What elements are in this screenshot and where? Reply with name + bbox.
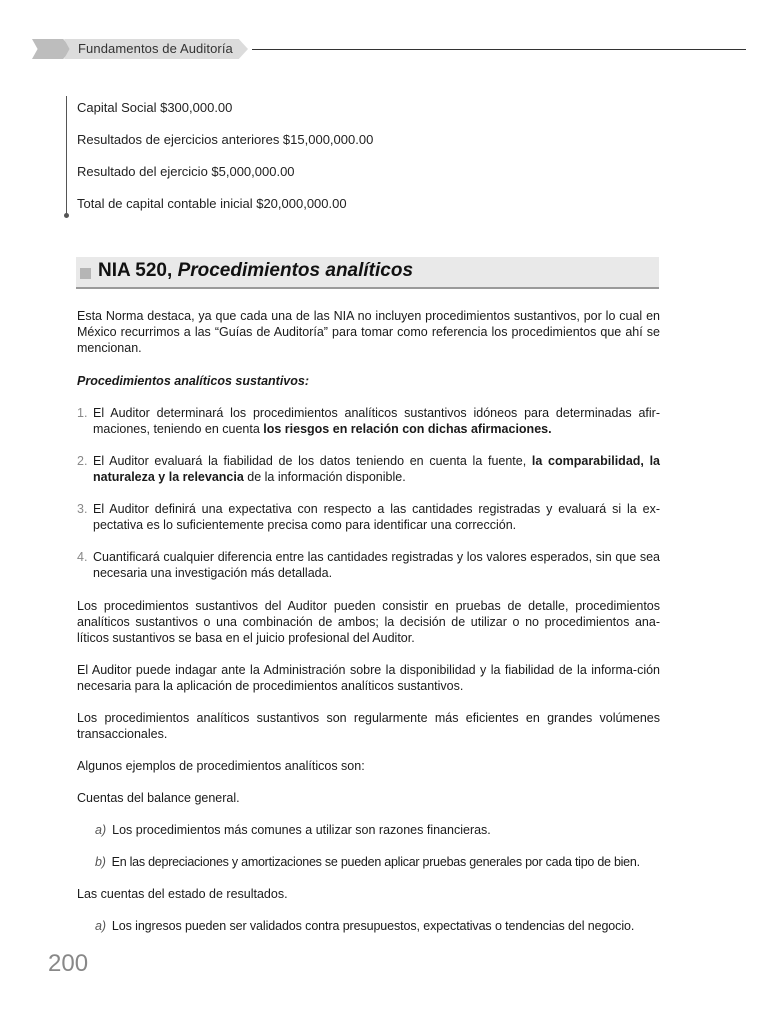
sub-list-item xyxy=(95,822,660,838)
page-number: 200 xyxy=(48,950,89,977)
list-bold: los riesgos en relación con dichas afirmaciones. xyxy=(263,422,552,436)
sub-list-item xyxy=(95,918,660,934)
capital-line: Resultado del ejercicio $5,000,000.00 xyxy=(77,164,295,179)
section-heading xyxy=(76,257,659,289)
page-header xyxy=(0,38,768,62)
paragraph: Las cuentas del estado de resultados. xyxy=(77,887,288,901)
paragraph: Los procedimientos analíticos sustantivos son regularmente más eficientes en grandes volúmenes transaccionales. xyxy=(77,711,660,741)
sub-list-letter: b) xyxy=(95,855,106,869)
section-title xyxy=(98,260,413,282)
list-number: 4. xyxy=(77,550,88,564)
capital-line: Capital Social $300,000.00 xyxy=(77,100,233,115)
list-number: 2. xyxy=(77,454,88,468)
list-item xyxy=(77,405,660,437)
list-number: 3. xyxy=(77,502,88,516)
section-title-code: NIA 520, xyxy=(98,260,173,281)
capital-line: Total de capital contable inicial $20,000,000.00 xyxy=(77,196,347,211)
sub-list-text: En las depreciaciones y amortizaciones se pueden aplicar pruebas generales por cada tipo de bien. xyxy=(111,855,640,869)
paragraph: Algunos ejemplos de procedimientos analíticos son: xyxy=(77,759,365,773)
list-text: El Auditor evaluará la fiabilidad de los datos teniendo en cuenta la fuente, xyxy=(93,454,532,468)
capital-vertical-line xyxy=(66,96,67,216)
header-rule xyxy=(252,49,746,50)
list-item xyxy=(77,453,660,485)
paragraph: El Auditor puede indagar ante la Administración sobre la disponibilidad y la fiabilidad de la informa-ción necesaria para la aplicación de procedimientos analíticos sustantivos. xyxy=(77,663,660,693)
sub-list-text: Los procedimientos más comunes a utilizar son razones financieras. xyxy=(112,823,491,837)
list-bold: la comparabilidad, la naturaleza y la relevancia xyxy=(93,454,661,484)
capital-summary xyxy=(66,96,566,220)
capital-line-dot xyxy=(64,213,69,218)
intro-paragraph: Esta Norma destaca, ya que cada una de las NIA no incluyen procedimientos sustantivos, por lo cual en México recurrimos a las “Guías de Auditoría” para tomar como referencia los procedimientos que ahí se mencionan. xyxy=(77,309,660,355)
sub-list-letter: a) xyxy=(95,919,106,933)
list-item xyxy=(77,549,660,581)
list-text: El Auditor definirá una expectativa con respecto a las cantidades registradas y evaluará si la ex-pectativa es lo suficientemente precisa como para identificar una corrección. xyxy=(93,502,660,532)
sub-list-letter: a) xyxy=(95,823,107,837)
header-title: Fundamentos de Auditoría xyxy=(78,41,233,56)
paragraph: Cuentas del balance general. xyxy=(77,791,240,805)
subheading: Procedimientos analíticos sustantivos: xyxy=(77,374,310,388)
section-square-icon xyxy=(80,268,91,279)
list-text-after: de la información disponible. xyxy=(243,470,406,484)
sub-list-item xyxy=(95,854,660,870)
list-text: Cuantificará cualquier diferencia entre las cantidades registradas y los valores esperados, sin que sea necesaria una investigación más detallada. xyxy=(93,550,660,580)
list-text: El Auditor determinará los procedimientos analíticos sustantivos idóneos para determinadas afir-maciones, teniendo en cuenta xyxy=(93,406,660,436)
capital-line: Resultados de ejercicios anteriores $15,000,000.00 xyxy=(77,132,374,147)
list-item xyxy=(77,501,660,533)
section-title-italic: Procedimientos analíticos xyxy=(177,260,414,281)
list-number: 1. xyxy=(77,406,88,420)
paragraph: Los procedimientos sustantivos del Auditor pueden consistir en pruebas de detalle, procedimientos analíticos sustantivos o una combinación de ambos; la decisión de utilizar o no procedimientos ana-líticos sustantivos se basa en el juicio profesional del Auditor. xyxy=(77,599,660,645)
sub-list-text: Los ingresos pueden ser validados contra presupuestos, expectativas o tendencias del negocio. xyxy=(111,919,635,933)
